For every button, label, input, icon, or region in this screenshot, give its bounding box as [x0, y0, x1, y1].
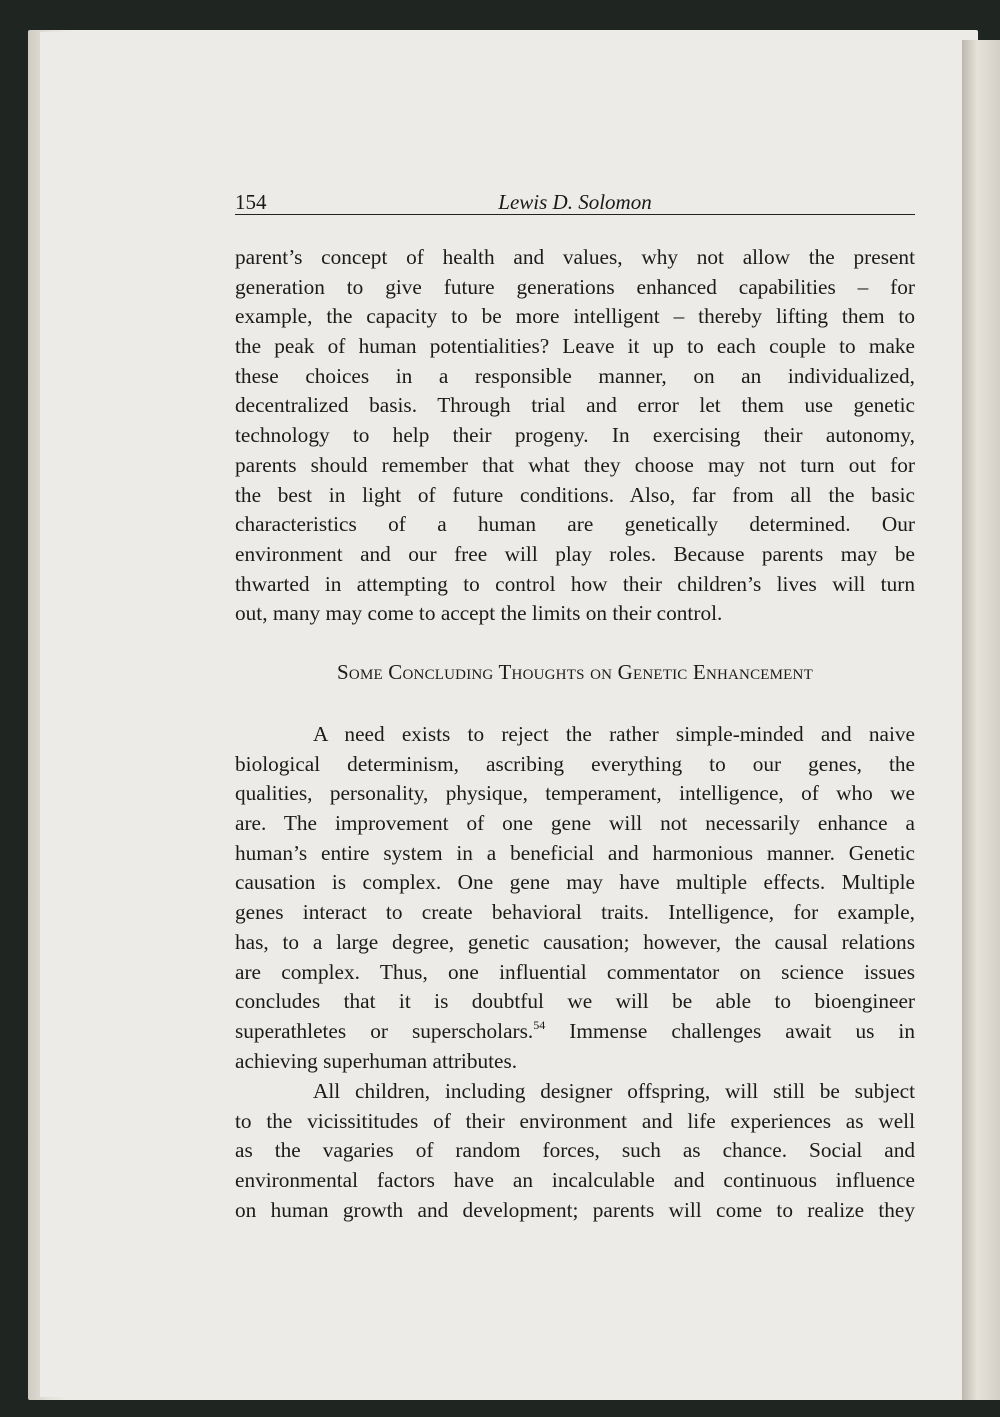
paragraph-1 [235, 243, 915, 629]
text-line: the best in light of future conditions. Also, far from all the basic [235, 482, 915, 507]
text-line: generation to give future generations enhanced capabilities – for [235, 274, 915, 299]
page-number: 154 [235, 190, 267, 214]
text-line: the peak of human potentialities? Leave it up to each couple to make [235, 334, 915, 359]
text-line: achieving superhuman attributes. [235, 1048, 518, 1073]
text-line: human’s entire system in a beneficial and harmonious manner. Genetic [235, 840, 915, 865]
text-line [235, 1017, 915, 1047]
paragraph-3 [235, 1077, 915, 1225]
text-line: environment and our free will play roles. Because parents may be [235, 541, 915, 566]
text-line: are complex. Thus, one influential commentator on science issues [235, 959, 915, 984]
text-line: decentralized basis. Through trial and error let them use genetic [235, 393, 915, 418]
text-line: causation is complex. One gene may have multiple effects. Multiple [235, 870, 915, 895]
text-line: technology to help their progeny. In exercising their autonomy, [235, 423, 915, 448]
text-line: genes interact to create behavioral traits. Intelligence, for example, [235, 900, 915, 925]
line-text: superathletes or superscholars. [235, 1018, 534, 1043]
line-text: Immense challenges await us in [545, 1018, 915, 1043]
footnote-ref[interactable]: 54 [533, 1017, 546, 1032]
text-line: as the vagaries of random forces, such as chance. Social and [235, 1138, 915, 1163]
text-line: has, to a large degree, genetic causation; however, the causal relations [235, 929, 915, 954]
text-line: environmental factors have an incalculable and continuous influence [235, 1168, 915, 1193]
running-title: Lewis D. Solomon [498, 190, 652, 214]
facing-page-edge [962, 40, 1000, 1400]
text-line: concludes that it is doubtful we will be able to bioengineer [235, 989, 915, 1014]
section-heading: Some Concluding Thoughts on Genetic Enhancement [337, 660, 813, 684]
text-line: these choices in a responsible manner, on an individualized, [235, 363, 915, 388]
paragraph-2 [235, 720, 915, 1076]
text-line: example, the capacity to be more intelligent – thereby lifting them to [235, 304, 915, 329]
text-line: A need exists to reject the rather simple-minded and naive [313, 722, 915, 746]
text-line: thwarted in attempting to control how their children’s lives will turn [235, 571, 915, 596]
text-line: on human growth and development; parents will come to realize they [235, 1197, 915, 1222]
page-header [235, 190, 915, 215]
text-line: parent’s concept of health and values, why not allow the present [235, 245, 915, 269]
text-line: biological determinism, ascribing everything to our genes, the [235, 751, 915, 776]
text-line: are. The improvement of one gene will not necessarily enhance a [235, 811, 915, 836]
text-line: qualities, personality, physique, temperament, intelligence, of who we [235, 781, 915, 806]
text-line: characteristics of a human are genetically determined. Our [235, 512, 915, 537]
text-line: parents should remember that what they choose may not turn out for [235, 452, 915, 477]
text-line: to the vicissititudes of their environment and life experiences as well [235, 1108, 915, 1133]
text-line: All children, including designer offspring, will still be subject [313, 1079, 915, 1103]
text-line: out, many may come to accept the limits on their control. [235, 601, 723, 626]
